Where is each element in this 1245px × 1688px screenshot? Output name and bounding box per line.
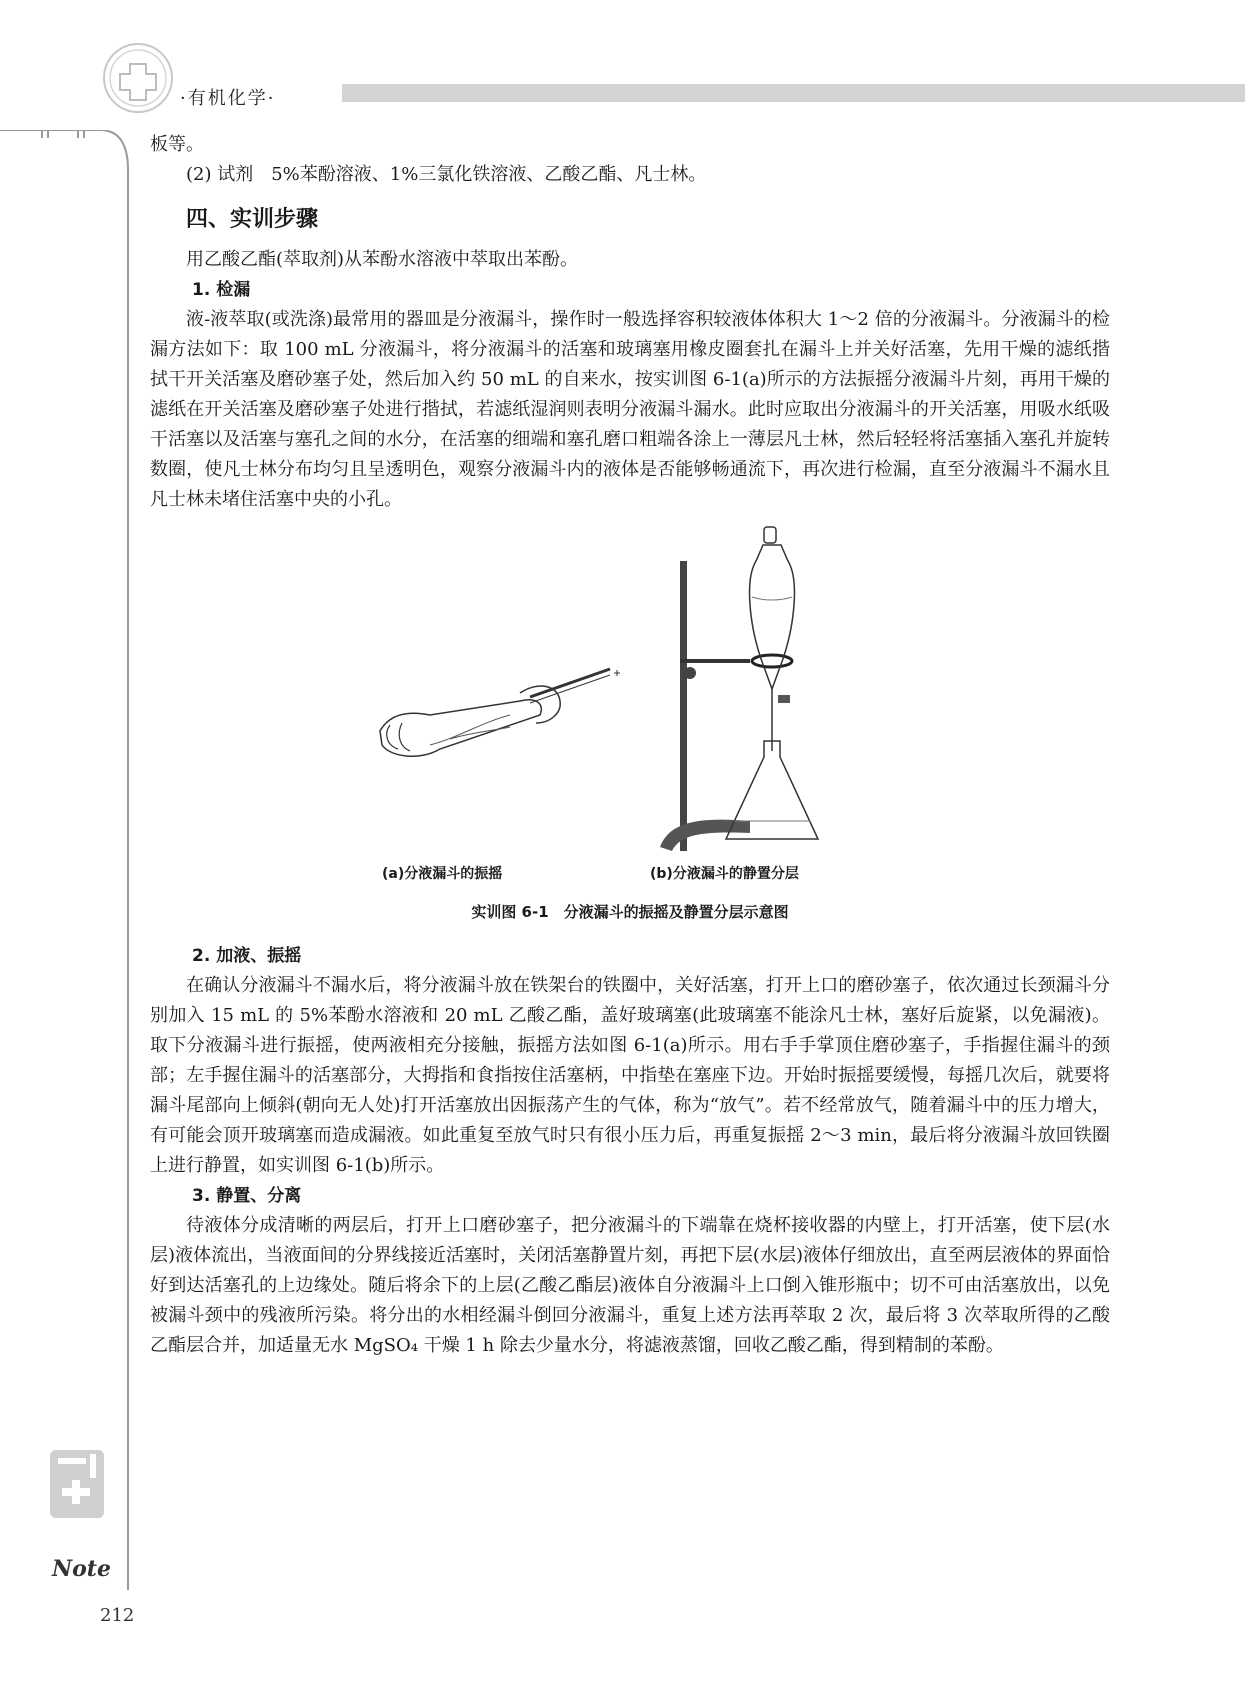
figure-caption-a: (a)分液漏斗的振摇 [382, 866, 503, 882]
figure-caption-b: (b)分液漏斗的静置分层 [650, 866, 799, 882]
funnel-stand-illustration [660, 521, 840, 851]
step3-title: 3. 静置、分离 [192, 1186, 302, 1206]
header-logo-icon [100, 40, 176, 116]
step3-paragraph: 待液体分成清晰的两层后，打开上口磨砂塞子，把分液漏斗的下端靠在烧杯接收器的内壁上，打开活塞，使下层(水层)液体流出，当液面间的分界线接近活塞时，关闭活塞静置片刻，再把下层(水层)液体仔细放出，直至两层液体的界面恰好到达活塞孔的上边缘处。随后将余下的上层(乙酸乙酯层)液体自分液漏斗上口倒入锥形瓶中；切不可由活塞放出，以免被漏斗颈中的残液所污染。将分出的水相经漏斗倒回分液漏斗，重复上述方法再萃取 2 次，最后将 3 次萃取所得的乙酸乙酯层合并，加适量无水 MgSO₄ 干燥 1 h 除去少量水分，将滤液蒸馏，回收乙酸乙酯，得到精制的苯酚。 [150, 1215, 1110, 1356]
figure-6-1 [150, 521, 1110, 941]
header-bar [342, 84, 1245, 102]
margin-decoration [0, 130, 140, 1590]
note-label: Note [52, 1556, 111, 1582]
shaking-funnel-illustration [370, 653, 630, 773]
step2-paragraph: 在确认分液漏斗不漏水后，将分液漏斗放在铁架台的铁圈中，关好活塞，打开上口的磨砂塞子，依次通过长颈漏斗分别加入 15 mL 的 5%苯酚水溶液和 20 mL 乙酸乙酯，盖好玻璃塞(此玻璃塞不能涂凡士林，塞好后旋紧，以免漏液)。取下分液漏斗进行振摇，使两液相充分接触，振摇方法如图 6-1(a)所示。用右手手掌顶住磨砂塞子，手指握住漏斗的颈部；左手握住漏斗的活塞部分，大拇指和食指按住活塞柄，中指垫在塞座下边。开始时振摇要缓慢，每摇几次后，就要将漏斗尾部向上倾斜(朝向无人处)打开活塞放出因振荡产生的气体，称为“放气”。若不经常放气，随着漏斗中的压力增大，有可能会顶开玻璃塞而造成漏液。如此重复至放气时只有很小压力后，再重复振摇 2～3 min，最后将分液漏斗放回铁圈上进行静置，如实训图 6-1(b)所示。 [150, 975, 1110, 1176]
step1-paragraph: 液-液萃取(或洗涤)最常用的器皿是分液漏斗，操作时一般选择容积较液体体积大 1～2 倍的分液漏斗。分液漏斗的检漏方法如下：取 100 mL 分液漏斗，将分液漏斗的活塞和玻璃塞用橡皮圈套扎在漏斗上并关好活塞，先用干燥的滤纸揩拭干开关活塞及磨砂塞子处，然后加入约 50 mL 的自来水，按实训图 6-1(a)所示的方法振摇分液漏斗片刻，再用干燥的滤纸在开关活塞及磨砂塞子处进行揩拭，若滤纸湿润则表明分液漏斗漏水。此时应取出分液漏斗的开关活塞，用吸水纸吸干活塞以及活塞与塞孔之间的水分，在活塞的细端和塞孔磨口粗端各涂上一薄层凡士林，然后轻轻将活塞插入塞孔并旋转数圈，使凡士林分布均匀且呈透明色，观察分液漏斗内的液体是否能够畅通流下，再次进行检漏，直至分液漏斗不漏水且凡士林未堵住活塞中央的小孔。 [150, 309, 1110, 510]
line-tail: 板等。 [150, 134, 204, 155]
intro-paragraph: 用乙酸乙酯(萃取剂)从苯酚水溶液中萃取出苯酚。 [186, 249, 579, 270]
section-title: 四、实训步骤 [186, 207, 319, 232]
step1-title: 1. 检漏 [192, 280, 251, 300]
note-icon [48, 1448, 106, 1520]
step2-title: 2. 加液、振摇 [192, 946, 302, 966]
figure-title: 实训图 6-1 分液漏斗的振摇及静置分层示意图 [471, 903, 789, 921]
reagents-line: (2) 试剂 5%苯酚溶液、1%三氯化铁溶液、乙酸乙酯、凡士林。 [186, 164, 707, 185]
page-number: 212 [100, 1605, 135, 1626]
header-title: ·有机化学· [180, 88, 276, 109]
main-content [150, 130, 1110, 1361]
